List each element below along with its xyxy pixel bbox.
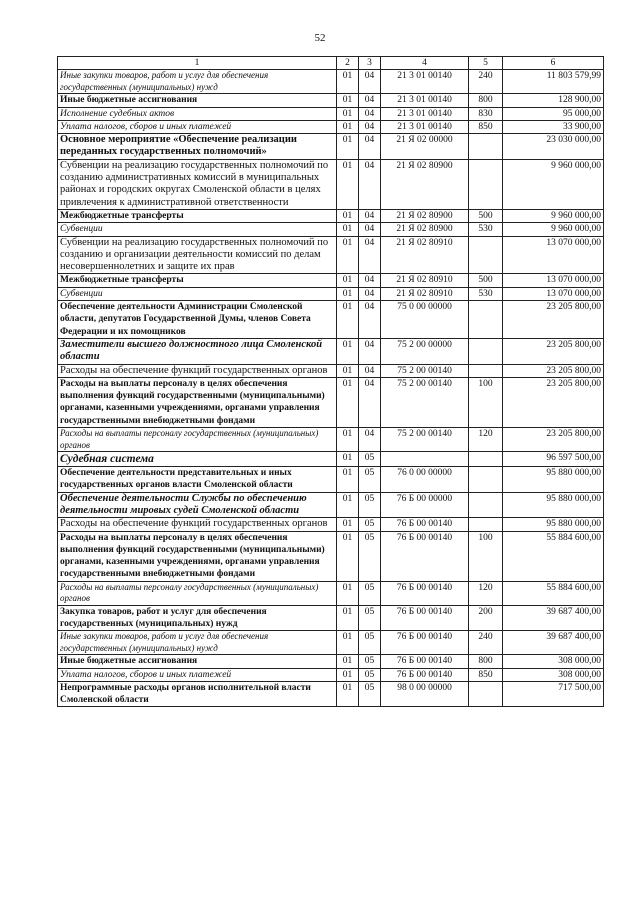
row-section-cell: 01 <box>337 94 359 107</box>
row-name-cell: Межбюджетные трансферты <box>58 274 337 287</box>
row-section-cell: 01 <box>337 581 359 605</box>
row-expense-type-cell: 240 <box>469 70 503 94</box>
row-name-cell: Субвенции <box>58 223 337 236</box>
table-row <box>58 581 604 605</box>
row-expense-type-cell <box>469 452 503 467</box>
row-target-article-cell: 75 2 00 00140 <box>381 364 469 377</box>
row-subsection-cell: 05 <box>359 605 381 631</box>
row-target-article-cell: 76 Б 00 00140 <box>381 655 469 668</box>
row-target-article-cell: 98 0 00 00000 <box>381 681 469 707</box>
table-row <box>58 107 604 120</box>
row-section-cell: 01 <box>337 159 359 209</box>
row-subsection-cell: 05 <box>359 655 381 668</box>
header-cell-2: 2 <box>337 57 359 70</box>
header-cell-3: 3 <box>359 57 381 70</box>
table-row <box>58 159 604 209</box>
row-name-cell: Заместители высшего должностного лица Смоленской области <box>58 338 337 364</box>
row-amount-cell: 96 597 500,00 <box>503 452 604 467</box>
row-name-cell: Субвенции <box>58 287 337 300</box>
row-section-cell: 01 <box>337 605 359 631</box>
row-expense-type-cell <box>469 134 503 160</box>
row-section-cell: 01 <box>337 531 359 581</box>
row-subsection-cell: 04 <box>359 94 381 107</box>
table-row <box>58 631 604 655</box>
row-amount-cell: 23 205 800,00 <box>503 301 604 339</box>
row-section-cell: 01 <box>337 287 359 300</box>
row-name-cell: Субвенции на реализацию государственных полномочий по созданию и организации деятельности комиссий по делам несовершеннолетних и защите их прав <box>58 236 337 274</box>
row-target-article-cell: 21 Я 02 80910 <box>381 236 469 274</box>
table-header-row <box>58 57 604 70</box>
row-amount-cell: 95 880 000,00 <box>503 492 604 518</box>
row-expense-type-cell: 200 <box>469 605 503 631</box>
row-expense-type-cell: 850 <box>469 668 503 681</box>
row-amount-cell: 9 960 000,00 <box>503 159 604 209</box>
row-target-article-cell: 21 3 01 00140 <box>381 107 469 120</box>
row-expense-type-cell: 240 <box>469 631 503 655</box>
row-subsection-cell: 04 <box>359 107 381 120</box>
row-subsection-cell: 04 <box>359 159 381 209</box>
table-row <box>58 70 604 94</box>
row-target-article-cell: 21 Я 02 80900 <box>381 159 469 209</box>
row-expense-type-cell: 500 <box>469 274 503 287</box>
row-name-cell: Судебная система <box>58 452 337 467</box>
row-section-cell: 01 <box>337 668 359 681</box>
row-subsection-cell: 04 <box>359 274 381 287</box>
table-row <box>58 364 604 377</box>
row-subsection-cell: 05 <box>359 681 381 707</box>
row-target-article-cell: 75 2 00 00000 <box>381 338 469 364</box>
row-expense-type-cell <box>469 236 503 274</box>
row-subsection-cell: 04 <box>359 377 381 427</box>
row-section-cell: 01 <box>337 492 359 518</box>
table-row <box>58 492 604 518</box>
row-name-cell: Расходы на выплаты персоналу в целях обеспечения выполнения функций государственными (муниципальными) органами, казенными учреждениями, органами управления государственными внебюджетными фондами <box>58 531 337 581</box>
row-section-cell: 01 <box>337 631 359 655</box>
row-expense-type-cell: 830 <box>469 107 503 120</box>
row-amount-cell: 13 070 000,00 <box>503 274 604 287</box>
row-section-cell: 01 <box>337 428 359 452</box>
table-row <box>58 377 604 427</box>
row-name-cell: Иные закупки товаров, работ и услуг для обеспечения государственных (муниципальных) нужд <box>58 70 337 94</box>
row-expense-type-cell: 530 <box>469 223 503 236</box>
row-expense-type-cell <box>469 467 503 493</box>
row-name-cell: Расходы на выплаты персоналу государственных (муниципальных) органов <box>58 581 337 605</box>
table-row <box>58 452 604 467</box>
row-amount-cell: 95 880 000,00 <box>503 518 604 531</box>
row-subsection-cell: 04 <box>359 428 381 452</box>
row-name-cell: Непрограммные расходы органов исполнительной власти Смоленской области <box>58 681 337 707</box>
budget-table <box>57 56 604 707</box>
table-row <box>58 467 604 493</box>
row-section-cell: 01 <box>337 236 359 274</box>
table-row <box>58 655 604 668</box>
row-target-article-cell: 76 Б 00 00140 <box>381 531 469 581</box>
row-name-cell: Расходы на выплаты персоналу государственных (муниципальных) органов <box>58 428 337 452</box>
row-expense-type-cell: 800 <box>469 94 503 107</box>
row-section-cell: 01 <box>337 134 359 160</box>
row-name-cell: Расходы на обеспечение функций государственных органов <box>58 364 337 377</box>
row-subsection-cell: 04 <box>359 134 381 160</box>
row-name-cell: Обеспечение деятельности Администрации Смоленской области, депутатов Государственной Думы, членов Совета Федерации и их помощников <box>58 301 337 339</box>
table-row <box>58 209 604 222</box>
row-amount-cell: 717 500,00 <box>503 681 604 707</box>
table-row <box>58 94 604 107</box>
row-target-article-cell: 21 3 01 00140 <box>381 120 469 133</box>
row-subsection-cell: 04 <box>359 209 381 222</box>
row-amount-cell: 39 687 400,00 <box>503 605 604 631</box>
row-section-cell: 01 <box>337 655 359 668</box>
table-row <box>58 223 604 236</box>
row-section-cell: 01 <box>337 209 359 222</box>
row-amount-cell: 9 960 000,00 <box>503 209 604 222</box>
header-cell-6: 6 <box>503 57 604 70</box>
row-section-cell: 01 <box>337 377 359 427</box>
table-row <box>58 301 604 339</box>
table-row <box>58 531 604 581</box>
table-row <box>58 287 604 300</box>
row-name-cell: Основное мероприятие «Обеспечение реализации переданных государственных полномочий» <box>58 134 337 160</box>
row-amount-cell: 55 884 600,00 <box>503 581 604 605</box>
row-amount-cell: 13 070 000,00 <box>503 236 604 274</box>
row-target-article-cell: 21 3 01 00140 <box>381 70 469 94</box>
row-amount-cell: 23 205 800,00 <box>503 364 604 377</box>
table-row <box>58 338 604 364</box>
row-amount-cell: 308 000,00 <box>503 655 604 668</box>
row-amount-cell: 11 803 579,99 <box>503 70 604 94</box>
row-section-cell: 01 <box>337 364 359 377</box>
row-subsection-cell: 04 <box>359 120 381 133</box>
row-name-cell: Уплата налогов, сборов и иных платежей <box>58 120 337 133</box>
row-expense-type-cell <box>469 338 503 364</box>
row-target-article-cell: 76 Б 00 00140 <box>381 518 469 531</box>
row-amount-cell: 23 205 800,00 <box>503 428 604 452</box>
row-section-cell: 01 <box>337 301 359 339</box>
row-subsection-cell: 05 <box>359 668 381 681</box>
row-name-cell: Закупка товаров, работ и услуг для обеспечения государственных (муниципальных) нужд <box>58 605 337 631</box>
row-name-cell: Уплата налогов, сборов и иных платежей <box>58 668 337 681</box>
row-expense-type-cell <box>469 364 503 377</box>
row-amount-cell: 13 070 000,00 <box>503 287 604 300</box>
row-target-article-cell: 76 0 00 00000 <box>381 467 469 493</box>
row-target-article-cell: 76 Б 00 00140 <box>381 581 469 605</box>
row-amount-cell: 128 900,00 <box>503 94 604 107</box>
header-cell-4: 4 <box>381 57 469 70</box>
row-expense-type-cell: 850 <box>469 120 503 133</box>
row-expense-type-cell: 120 <box>469 581 503 605</box>
row-subsection-cell: 04 <box>359 70 381 94</box>
row-amount-cell: 23 205 800,00 <box>503 377 604 427</box>
header-cell-1: 1 <box>58 57 337 70</box>
row-section-cell: 01 <box>337 467 359 493</box>
row-expense-type-cell <box>469 681 503 707</box>
row-name-cell: Иные бюджетные ассигнования <box>58 94 337 107</box>
row-name-cell: Обеспечение деятельности Службы по обеспечению деятельности мировых судей Смоленской области <box>58 492 337 518</box>
row-subsection-cell: 05 <box>359 492 381 518</box>
row-subsection-cell: 04 <box>359 287 381 300</box>
row-name-cell: Межбюджетные трансферты <box>58 209 337 222</box>
row-section-cell: 01 <box>337 452 359 467</box>
row-name-cell: Субвенции на реализацию государственных полномочий по созданию административных комиссий в муниципальных районах и городских округах Смоленской области в целях привлечения к административной ответственности <box>58 159 337 209</box>
table-row <box>58 274 604 287</box>
header-cell-5: 5 <box>469 57 503 70</box>
row-expense-type-cell: 120 <box>469 428 503 452</box>
row-target-article-cell: 21 Я 02 80900 <box>381 209 469 222</box>
row-amount-cell: 308 000,00 <box>503 668 604 681</box>
row-subsection-cell: 05 <box>359 467 381 493</box>
table-row <box>58 120 604 133</box>
row-expense-type-cell: 100 <box>469 377 503 427</box>
table-row <box>58 134 604 160</box>
row-subsection-cell: 05 <box>359 518 381 531</box>
row-section-cell: 01 <box>337 120 359 133</box>
row-target-article-cell: 75 2 00 00140 <box>381 428 469 452</box>
row-expense-type-cell <box>469 518 503 531</box>
row-subsection-cell: 05 <box>359 631 381 655</box>
row-name-cell: Расходы на выплаты персоналу в целях обеспечения выполнения функций государственными (муниципальными) органами, казенными учреждениями, органами управления государственными внебюджетными фондами <box>58 377 337 427</box>
row-subsection-cell: 04 <box>359 338 381 364</box>
row-target-article-cell: 21 Я 02 00000 <box>381 134 469 160</box>
row-target-article-cell: 76 Б 00 00140 <box>381 668 469 681</box>
row-target-article-cell: 21 Я 02 80910 <box>381 274 469 287</box>
table-row <box>58 668 604 681</box>
row-expense-type-cell: 500 <box>469 209 503 222</box>
row-expense-type-cell: 100 <box>469 531 503 581</box>
row-subsection-cell: 04 <box>359 301 381 339</box>
row-target-article-cell: 21 Я 02 80910 <box>381 287 469 300</box>
row-target-article-cell: 76 Б 00 00140 <box>381 605 469 631</box>
row-section-cell: 01 <box>337 518 359 531</box>
row-name-cell: Расходы на обеспечение функций государственных органов <box>58 518 337 531</box>
row-section-cell: 01 <box>337 70 359 94</box>
row-subsection-cell: 04 <box>359 364 381 377</box>
row-target-article-cell: 76 Б 00 00000 <box>381 492 469 518</box>
row-subsection-cell: 04 <box>359 236 381 274</box>
row-section-cell: 01 <box>337 223 359 236</box>
row-subsection-cell: 05 <box>359 581 381 605</box>
row-section-cell: 01 <box>337 274 359 287</box>
table-row <box>58 518 604 531</box>
row-name-cell: Исполнение судебных актов <box>58 107 337 120</box>
row-expense-type-cell <box>469 492 503 518</box>
row-expense-type-cell <box>469 159 503 209</box>
row-subsection-cell: 04 <box>359 223 381 236</box>
row-subsection-cell: 05 <box>359 531 381 581</box>
row-name-cell: Иные бюджетные ассигнования <box>58 655 337 668</box>
row-amount-cell: 95 880 000,00 <box>503 467 604 493</box>
table-row <box>58 236 604 274</box>
row-name-cell: Обеспечение деятельности представительных и иных государственных органов власти Смоленской области <box>58 467 337 493</box>
row-expense-type-cell: 530 <box>469 287 503 300</box>
page-number: 52 <box>314 32 326 44</box>
row-name-cell: Иные закупки товаров, работ и услуг для обеспечения государственных (муниципальных) нужд <box>58 631 337 655</box>
row-section-cell: 01 <box>337 107 359 120</box>
row-target-article-cell: 75 0 00 00000 <box>381 301 469 339</box>
row-amount-cell: 23 205 800,00 <box>503 338 604 364</box>
table-row <box>58 605 604 631</box>
row-amount-cell: 95 000,00 <box>503 107 604 120</box>
row-target-article-cell: 76 Б 00 00140 <box>381 631 469 655</box>
row-amount-cell: 39 687 400,00 <box>503 631 604 655</box>
table-body <box>58 70 604 707</box>
row-amount-cell: 23 030 000,00 <box>503 134 604 160</box>
row-target-article-cell: 21 3 01 00140 <box>381 94 469 107</box>
row-expense-type-cell: 800 <box>469 655 503 668</box>
row-target-article-cell: 75 2 00 00140 <box>381 377 469 427</box>
row-section-cell: 01 <box>337 338 359 364</box>
row-subsection-cell: 05 <box>359 452 381 467</box>
row-amount-cell: 55 884 600,00 <box>503 531 604 581</box>
row-amount-cell: 9 960 000,00 <box>503 223 604 236</box>
row-amount-cell: 33 900,00 <box>503 120 604 133</box>
row-target-article-cell: 21 Я 02 80900 <box>381 223 469 236</box>
table-row <box>58 681 604 707</box>
row-target-article-cell <box>381 452 469 467</box>
table-row <box>58 428 604 452</box>
row-section-cell: 01 <box>337 681 359 707</box>
row-expense-type-cell <box>469 301 503 339</box>
